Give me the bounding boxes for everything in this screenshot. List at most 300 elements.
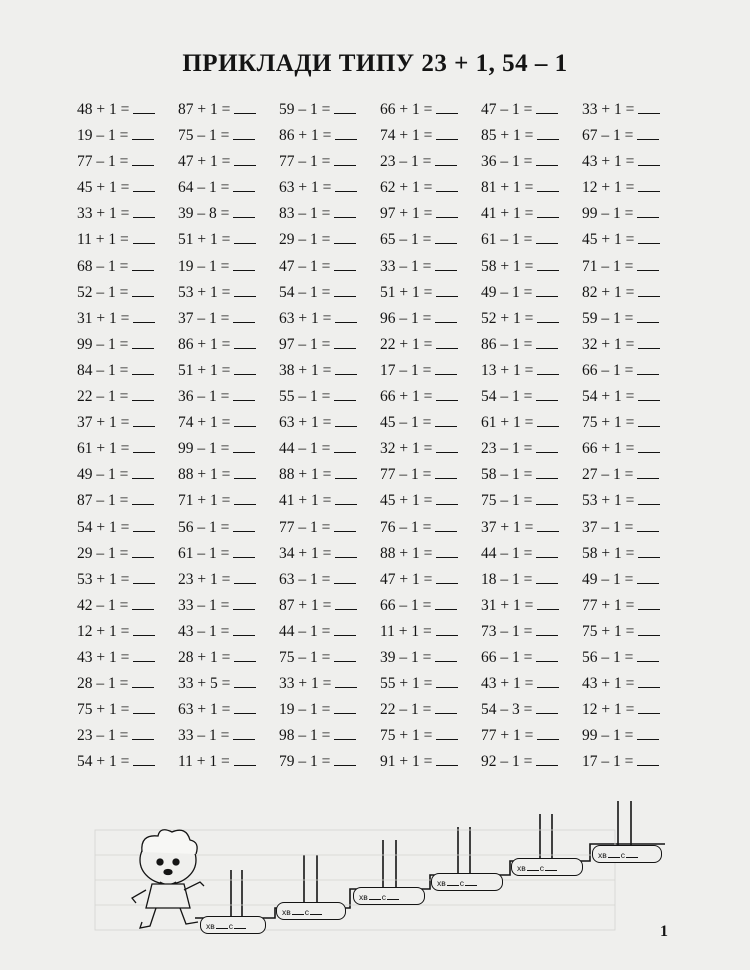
exercise-text: 68 – 1 = — [77, 257, 129, 275]
answer-blank[interactable] — [638, 622, 660, 636]
exercise-text: 11 + 1 = — [77, 231, 129, 249]
exercise-item — [279, 280, 380, 306]
answer-blank[interactable] — [133, 700, 155, 714]
exercise-text: 51 + 1 = — [178, 231, 231, 249]
exercise-text: 11 + 1 = — [178, 753, 230, 771]
exercise-item — [279, 358, 380, 384]
page-number: 1 — [660, 923, 668, 940]
exercise-item — [481, 462, 582, 488]
answer-blank[interactable] — [436, 752, 458, 766]
answer-blank[interactable] — [334, 752, 356, 766]
exercise-text: 99 – 1 = — [582, 205, 634, 223]
exercise-item — [481, 175, 582, 201]
exercise-item — [380, 645, 481, 671]
time-answer-box-4: хв с — [431, 873, 503, 891]
answer-blank[interactable] — [234, 361, 256, 375]
exercise-text: 42 – 1 = — [77, 596, 129, 614]
answer-blank[interactable] — [435, 596, 457, 610]
exercise-text: 66 + 1 = — [380, 101, 433, 118]
exercise-item — [279, 749, 380, 775]
answer-blank[interactable] — [638, 544, 660, 558]
answer-blank[interactable] — [436, 283, 458, 297]
answer-blank[interactable] — [536, 465, 558, 479]
exercise-text: 54 – 1 = — [481, 388, 533, 406]
answer-blank[interactable] — [436, 674, 458, 688]
exercise-item — [481, 749, 582, 775]
answer-blank[interactable] — [335, 309, 357, 323]
exercise-item — [178, 593, 279, 619]
answer-blank[interactable] — [334, 257, 356, 271]
exercise-item — [77, 97, 178, 123]
answer-blank[interactable] — [334, 387, 356, 401]
exercise-text: 34 + 1 = — [279, 544, 332, 562]
exercise-text: 33 + 1 = — [77, 205, 130, 223]
exercise-text: 39 – 8 = — [178, 205, 230, 223]
exercise-item — [279, 306, 380, 332]
exercise-text: 58 + 1 = — [582, 544, 635, 562]
exercise-text: 76 – 1 = — [380, 518, 432, 536]
exercise-text: 44 – 1 = — [279, 622, 331, 640]
answer-blank[interactable] — [133, 648, 155, 662]
answer-blank[interactable] — [335, 491, 357, 505]
answer-blank[interactable] — [335, 178, 357, 192]
answer-blank[interactable] — [638, 413, 660, 427]
exercise-text: 86 + 1 = — [178, 335, 231, 353]
exercise-item — [178, 306, 279, 332]
answer-blank[interactable] — [537, 126, 559, 140]
answer-blank[interactable] — [436, 491, 458, 505]
answer-blank[interactable] — [435, 152, 457, 166]
answer-blank[interactable] — [334, 622, 356, 636]
exercise-item — [178, 436, 279, 462]
exercise-item — [279, 462, 380, 488]
exercise-item — [178, 410, 279, 436]
exercise-item — [77, 280, 178, 306]
answer-blank[interactable] — [536, 387, 558, 401]
answer-blank[interactable] — [638, 230, 660, 244]
answer-blank[interactable] — [233, 544, 255, 558]
answer-blank[interactable] — [536, 439, 558, 453]
exercise-item — [178, 332, 279, 358]
answer-blank[interactable] — [334, 439, 356, 453]
answer-blank[interactable] — [435, 361, 457, 375]
exercise-item — [77, 358, 178, 384]
answer-blank[interactable] — [132, 387, 154, 401]
answer-blank[interactable] — [132, 257, 154, 271]
answer-blank[interactable] — [334, 570, 356, 584]
exercise-item — [481, 645, 582, 671]
answer-blank[interactable] — [537, 596, 559, 610]
answer-blank[interactable] — [334, 100, 356, 114]
exercise-text: 99 – 1 = — [582, 727, 634, 745]
exercise-item — [178, 619, 279, 645]
exercise-text: 49 – 1 = — [582, 570, 634, 588]
exercise-text: 33 + 5 = — [178, 675, 231, 693]
exercise-item — [279, 515, 380, 541]
exercise-item — [582, 541, 683, 567]
answer-blank[interactable] — [536, 648, 558, 662]
answer-blank[interactable] — [233, 596, 255, 610]
exercise-item — [481, 227, 582, 253]
answer-blank[interactable] — [234, 465, 256, 479]
answer-blank[interactable] — [536, 544, 558, 558]
answer-blank[interactable] — [435, 309, 457, 323]
answer-blank[interactable] — [638, 491, 660, 505]
answer-blank[interactable] — [133, 752, 155, 766]
exercise-item — [178, 201, 279, 227]
exercise-item — [77, 384, 178, 410]
exercise-item — [481, 306, 582, 332]
answer-blank[interactable] — [334, 518, 356, 532]
answer-blank[interactable] — [334, 283, 356, 297]
exercise-text: 74 + 1 = — [178, 414, 231, 432]
exercise-text: 23 – 1 = — [380, 153, 432, 171]
exercise-text: 53 + 1 = — [582, 492, 635, 510]
exercise-text: 43 + 1 = — [77, 648, 130, 666]
exercise-text: 48 + 1 = — [77, 101, 130, 118]
answer-blank[interactable] — [536, 700, 558, 714]
exercise-text: 49 – 1 = — [481, 283, 533, 301]
exercise-text: 43 – 1 = — [178, 622, 230, 640]
exercise-item — [582, 123, 683, 149]
answer-blank[interactable] — [132, 126, 154, 140]
exercise-item — [77, 723, 178, 749]
exercise-text: 98 – 1 = — [279, 727, 331, 745]
answer-blank[interactable] — [436, 387, 458, 401]
answer-blank[interactable] — [334, 204, 356, 218]
exercise-text: 51 + 1 = — [380, 283, 433, 301]
exercise-item — [380, 697, 481, 723]
exercise-item — [380, 436, 481, 462]
answer-blank[interactable] — [234, 674, 256, 688]
answer-blank[interactable] — [637, 518, 659, 532]
exercise-text: 77 – 1 = — [279, 518, 331, 536]
exercise-text: 33 – 1 = — [178, 727, 230, 745]
answer-blank[interactable] — [133, 100, 155, 114]
answer-blank[interactable] — [133, 309, 155, 323]
exercise-text: 58 + 1 = — [481, 257, 534, 275]
exercise-item — [380, 593, 481, 619]
exercise-item — [582, 436, 683, 462]
answer-blank[interactable] — [537, 518, 559, 532]
exercise-item — [279, 567, 380, 593]
exercise-text: 85 + 1 = — [481, 127, 534, 145]
answer-blank[interactable] — [133, 439, 155, 453]
answer-blank[interactable] — [234, 648, 256, 662]
answer-blank[interactable] — [435, 413, 457, 427]
answer-blank[interactable] — [335, 361, 357, 375]
answer-blank[interactable] — [638, 100, 660, 114]
exercise-text: 91 + 1 = — [380, 753, 433, 771]
exercise-item — [582, 97, 683, 123]
answer-blank[interactable] — [637, 204, 659, 218]
answer-blank[interactable] — [638, 674, 660, 688]
exercise-text: 79 – 1 = — [279, 753, 331, 771]
answer-blank[interactable] — [537, 178, 559, 192]
exercise-item — [380, 723, 481, 749]
answer-blank[interactable] — [536, 622, 558, 636]
answer-blank[interactable] — [436, 100, 458, 114]
answer-blank[interactable] — [637, 726, 659, 740]
answer-blank[interactable] — [436, 544, 458, 558]
answer-blank[interactable] — [133, 204, 155, 218]
answer-blank[interactable] — [537, 204, 559, 218]
answer-blank[interactable] — [233, 726, 255, 740]
exercise-item — [77, 488, 178, 514]
exercise-text: 13 + 1 = — [481, 361, 534, 379]
answer-blank[interactable] — [133, 230, 155, 244]
answer-blank[interactable] — [536, 283, 558, 297]
answer-blank[interactable] — [335, 596, 357, 610]
exercise-item — [178, 462, 279, 488]
answer-blank[interactable] — [132, 465, 154, 479]
exercise-text: 81 + 1 = — [481, 179, 534, 197]
answer-blank[interactable] — [233, 309, 255, 323]
exercise-item — [481, 488, 582, 514]
exercise-text: 61 – 1 = — [481, 231, 533, 249]
exercise-text: 55 – 1 = — [279, 388, 331, 406]
exercise-item — [178, 175, 279, 201]
answer-blank[interactable] — [436, 204, 458, 218]
answer-blank[interactable] — [335, 413, 357, 427]
answer-blank[interactable] — [638, 335, 660, 349]
answer-blank[interactable] — [334, 152, 356, 166]
answer-blank[interactable] — [133, 622, 155, 636]
exercise-item — [178, 280, 279, 306]
exercise-text: 33 – 1 = — [178, 596, 230, 614]
answer-blank[interactable] — [436, 335, 458, 349]
answer-blank[interactable] — [537, 674, 559, 688]
exercise-item — [279, 332, 380, 358]
exercise-item — [380, 410, 481, 436]
exercise-text: 43 + 1 = — [582, 675, 635, 693]
answer-blank[interactable] — [638, 387, 660, 401]
answer-blank[interactable] — [133, 570, 155, 584]
exercise-item — [178, 645, 279, 671]
answer-blank[interactable] — [638, 152, 660, 166]
exercise-text: 59 – 1 = — [279, 101, 331, 118]
answer-blank[interactable] — [335, 544, 357, 558]
answer-blank[interactable] — [233, 204, 255, 218]
exercise-item — [582, 619, 683, 645]
answer-blank[interactable] — [132, 544, 154, 558]
answer-blank[interactable] — [234, 335, 256, 349]
answer-blank[interactable] — [536, 570, 558, 584]
exercise-item — [380, 201, 481, 227]
answer-blank[interactable] — [234, 100, 256, 114]
time-answer-box-6: хв с — [592, 845, 662, 863]
answer-blank[interactable] — [335, 126, 357, 140]
answer-blank[interactable] — [637, 126, 659, 140]
answer-blank[interactable] — [536, 335, 558, 349]
exercise-item — [77, 123, 178, 149]
exercise-item — [380, 749, 481, 775]
exercise-text: 54 + 1 = — [77, 753, 130, 771]
exercise-text: 63 – 1 = — [279, 570, 331, 588]
exercise-item — [582, 410, 683, 436]
answer-blank[interactable] — [335, 674, 357, 688]
exercise-text: 52 + 1 = — [481, 309, 534, 327]
exercise-text: 75 + 1 = — [77, 701, 130, 719]
answer-blank[interactable] — [436, 439, 458, 453]
exercise-item — [77, 227, 178, 253]
answer-blank[interactable] — [637, 257, 659, 271]
exercise-item — [481, 567, 582, 593]
exercise-item — [77, 749, 178, 775]
exercise-text: 19 – 1 = — [178, 257, 230, 275]
exercise-text: 86 + 1 = — [279, 127, 332, 145]
answer-blank[interactable] — [233, 257, 255, 271]
exercise-text: 31 + 1 = — [77, 309, 130, 327]
time-answer-box-5: хв с — [511, 858, 583, 876]
answer-blank[interactable] — [436, 622, 458, 636]
exercise-text: 41 + 1 = — [481, 205, 534, 223]
exercise-text: 51 + 1 = — [178, 361, 231, 379]
exercise-item — [380, 384, 481, 410]
answer-blank[interactable] — [334, 230, 356, 244]
exercise-item — [380, 254, 481, 280]
answer-blank[interactable] — [234, 413, 256, 427]
answer-blank[interactable] — [537, 726, 559, 740]
exercise-text: 47 – 1 = — [279, 257, 331, 275]
exercise-item — [481, 671, 582, 697]
answer-blank[interactable] — [233, 178, 255, 192]
exercise-text: 45 – 1 = — [380, 414, 432, 432]
exercise-text: 12 + 1 = — [77, 622, 130, 640]
exercise-item — [380, 227, 481, 253]
answer-blank[interactable] — [638, 178, 660, 192]
answer-blank[interactable] — [234, 283, 256, 297]
answer-blank[interactable] — [638, 439, 660, 453]
exercise-item — [582, 201, 683, 227]
exercise-text: 74 + 1 = — [380, 127, 433, 145]
answer-blank[interactable] — [536, 491, 558, 505]
answer-blank[interactable] — [133, 518, 155, 532]
answer-blank[interactable] — [132, 335, 154, 349]
answer-blank[interactable] — [132, 152, 154, 166]
exercise-item — [279, 619, 380, 645]
answer-blank[interactable] — [234, 570, 256, 584]
answer-blank[interactable] — [132, 596, 154, 610]
exercise-text: 63 + 1 = — [279, 414, 332, 432]
answer-blank[interactable] — [233, 439, 255, 453]
answer-blank[interactable] — [234, 700, 256, 714]
answer-blank[interactable] — [233, 387, 255, 401]
exercise-item — [481, 254, 582, 280]
exercise-text: 64 – 1 = — [178, 179, 230, 197]
answer-blank[interactable] — [133, 413, 155, 427]
answer-blank[interactable] — [536, 152, 558, 166]
answer-blank[interactable] — [536, 230, 558, 244]
answer-blank[interactable] — [537, 309, 559, 323]
exercise-text: 37 – 1 = — [178, 309, 230, 327]
answer-blank[interactable] — [638, 700, 660, 714]
exercise-text: 45 + 1 = — [582, 231, 635, 249]
answer-blank[interactable] — [234, 491, 256, 505]
answer-blank[interactable] — [435, 648, 457, 662]
answer-blank[interactable] — [435, 465, 457, 479]
answer-blank[interactable] — [436, 726, 458, 740]
answer-blank[interactable] — [233, 126, 255, 140]
exercise-item — [77, 567, 178, 593]
exercise-item — [279, 593, 380, 619]
answer-blank[interactable] — [334, 726, 356, 740]
exercise-text: 62 + 1 = — [380, 179, 433, 197]
exercise-text: 45 + 1 = — [77, 179, 130, 197]
answer-blank[interactable] — [637, 648, 659, 662]
exercise-text: 54 – 1 = — [279, 283, 331, 301]
exercise-text: 12 + 1 = — [582, 179, 635, 197]
answer-blank[interactable] — [334, 648, 356, 662]
exercise-item — [77, 697, 178, 723]
answer-blank[interactable] — [435, 700, 457, 714]
exercise-text: 97 + 1 = — [380, 205, 433, 223]
answer-blank[interactable] — [536, 752, 558, 766]
exercise-text: 32 + 1 = — [582, 335, 635, 353]
answer-blank[interactable] — [132, 283, 154, 297]
exercise-item — [178, 671, 279, 697]
answer-blank[interactable] — [637, 570, 659, 584]
answer-blank[interactable] — [233, 518, 255, 532]
exercise-item — [178, 488, 279, 514]
exercise-item — [380, 671, 481, 697]
exercise-text: 77 – 1 = — [380, 466, 432, 484]
answer-blank[interactable] — [436, 570, 458, 584]
answer-blank[interactable] — [638, 596, 660, 610]
answer-blank[interactable] — [234, 230, 256, 244]
answer-blank[interactable] — [537, 413, 559, 427]
answer-blank[interactable] — [436, 126, 458, 140]
answer-blank[interactable] — [638, 283, 660, 297]
exercise-item — [178, 358, 279, 384]
answer-blank[interactable] — [133, 178, 155, 192]
answer-blank[interactable] — [637, 309, 659, 323]
answer-blank[interactable] — [132, 491, 154, 505]
time-answer-box-2: хв с — [276, 902, 346, 920]
answer-blank[interactable] — [233, 622, 255, 636]
exercise-text: 38 + 1 = — [279, 361, 332, 379]
exercise-item — [380, 332, 481, 358]
exercise-text: 86 – 1 = — [481, 335, 533, 353]
answer-blank[interactable] — [234, 152, 256, 166]
answer-blank[interactable] — [335, 465, 357, 479]
answer-blank[interactable] — [637, 465, 659, 479]
answer-blank[interactable] — [132, 674, 154, 688]
exercise-item — [279, 149, 380, 175]
answer-blank[interactable] — [435, 230, 457, 244]
answer-blank[interactable] — [334, 700, 356, 714]
exercise-item — [481, 123, 582, 149]
answer-blank[interactable] — [435, 518, 457, 532]
exercise-text: 84 – 1 = — [77, 361, 129, 379]
answer-blank[interactable] — [132, 726, 154, 740]
exercise-item — [279, 723, 380, 749]
exercise-item — [582, 593, 683, 619]
answer-blank[interactable] — [537, 257, 559, 271]
answer-blank[interactable] — [637, 752, 659, 766]
exercise-text: 33 + 1 = — [279, 675, 332, 693]
answer-blank[interactable] — [537, 361, 559, 375]
answer-blank[interactable] — [132, 361, 154, 375]
answer-blank[interactable] — [234, 752, 256, 766]
answer-blank[interactable] — [536, 100, 558, 114]
exercise-text: 71 + 1 = — [178, 492, 231, 510]
answer-blank[interactable] — [637, 361, 659, 375]
answer-blank[interactable] — [435, 257, 457, 271]
answer-blank[interactable] — [436, 178, 458, 192]
answer-blank[interactable] — [334, 335, 356, 349]
exercise-item — [279, 488, 380, 514]
